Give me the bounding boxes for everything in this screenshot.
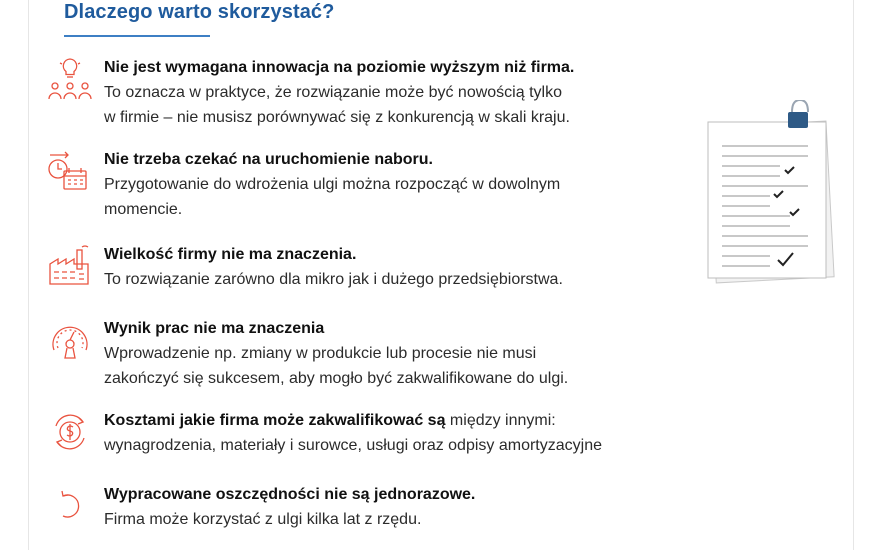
- item-body-line: momencie.: [104, 201, 183, 218]
- gauge-icon: [46, 316, 94, 360]
- item-body-line: To rozwiązanie zarówno dla mikro jak i dużego przedsiębiorstwa.: [104, 271, 563, 288]
- item-body-line: wynagrodzenia, materiały i surowce, usługi oraz odpisy amortyzacyjne: [104, 437, 602, 454]
- item-body-line: zakończyć się sukcesem, aby mogło być zakwalifikowane do ulgi.: [104, 370, 569, 387]
- item-heading: Wynik prac nie ma znaczenia: [104, 320, 325, 337]
- calendar-clock-icon: [46, 147, 94, 191]
- item-body-line: w firmie – nie musisz porównywać się z konkurencją w skali kraju.: [104, 109, 570, 126]
- item-heading: Wielkość firmy nie ma znaczenia.: [104, 246, 357, 263]
- item-heading: Kosztami jakie firma może zakwalifikować są: [104, 412, 446, 429]
- item-body-line: To oznacza w praktyce, że rozwiązanie może być nowością tylko: [104, 84, 562, 101]
- money-cycle-icon: [46, 408, 94, 452]
- section-title: Dlaczego warto skorzystać?: [64, 1, 335, 23]
- item-heading: Nie trzeba czekać na uruchomienie naboru.: [104, 151, 433, 168]
- item-heading: Wypracowane oszczędności nie są jednorazowe.: [104, 486, 476, 503]
- item-body-line: Przygotowanie do wdrożenia ulgi można rozpocząć w dowolnym: [104, 176, 561, 193]
- title-underline: [64, 35, 210, 37]
- innovation-people-icon: [46, 55, 94, 99]
- item-body-line: Firma może korzystać z ulgi kilka lat z rzędu.: [104, 511, 422, 528]
- checklist-document-icon: [700, 100, 840, 285]
- repeat-arrow-icon: [46, 482, 94, 526]
- item-heading: Nie jest wymagana innowacja na poziomie wyższym niż firma.: [104, 59, 575, 76]
- item-body-line: Wprowadzenie np. zmiany w produkcie lub procesie nie musi: [104, 345, 537, 362]
- item-heading-tail: między innymi:: [445, 412, 556, 429]
- factory-icon: [46, 242, 94, 286]
